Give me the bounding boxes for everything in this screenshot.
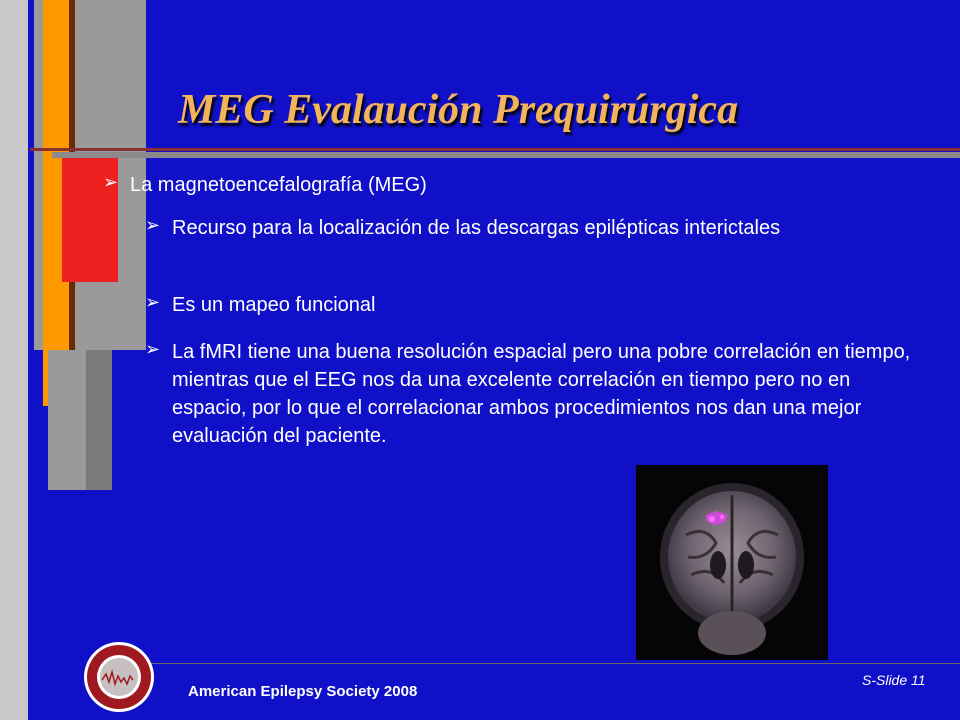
bullet-main: La magnetoencefalografía (MEG) — [130, 174, 427, 196]
brain-mri-image — [636, 465, 828, 660]
footer-organization: American Epilepsy Society 2008 — [188, 683, 418, 700]
divider — [30, 148, 960, 151]
sub-bullet: Recurso para la localización de las descargas epilépticas interictales — [172, 217, 781, 239]
decorative-bar — [48, 350, 86, 490]
decorative-bar — [0, 0, 28, 720]
arrow-bullet-icon: ➢ — [145, 215, 161, 235]
sub-bullet: La fMRI tiene una buena resolución espacial pero una pobre correlación en tiempo, mientras que el EEG nos da una excelente correlación en tiempo pero no en espacio, por lo que el correlacionar ambos procedimientos nos dan una mejor evaluación del paciente. — [172, 341, 911, 447]
footer-divider — [150, 663, 960, 664]
decorative-bar — [86, 350, 112, 490]
slide-number: S-Slide 11 — [862, 672, 926, 688]
arrow-bullet-icon: ➢ — [145, 292, 161, 312]
arrow-bullet-icon: ➢ — [103, 172, 119, 192]
sub-bullet: Es un mapeo funcional — [172, 294, 376, 316]
divider — [52, 152, 960, 158]
slide-title: MEG Evalaución Prequirúrgica — [178, 87, 739, 133]
arrow-bullet-icon: ➢ — [145, 339, 161, 359]
aes-logo — [82, 640, 156, 714]
